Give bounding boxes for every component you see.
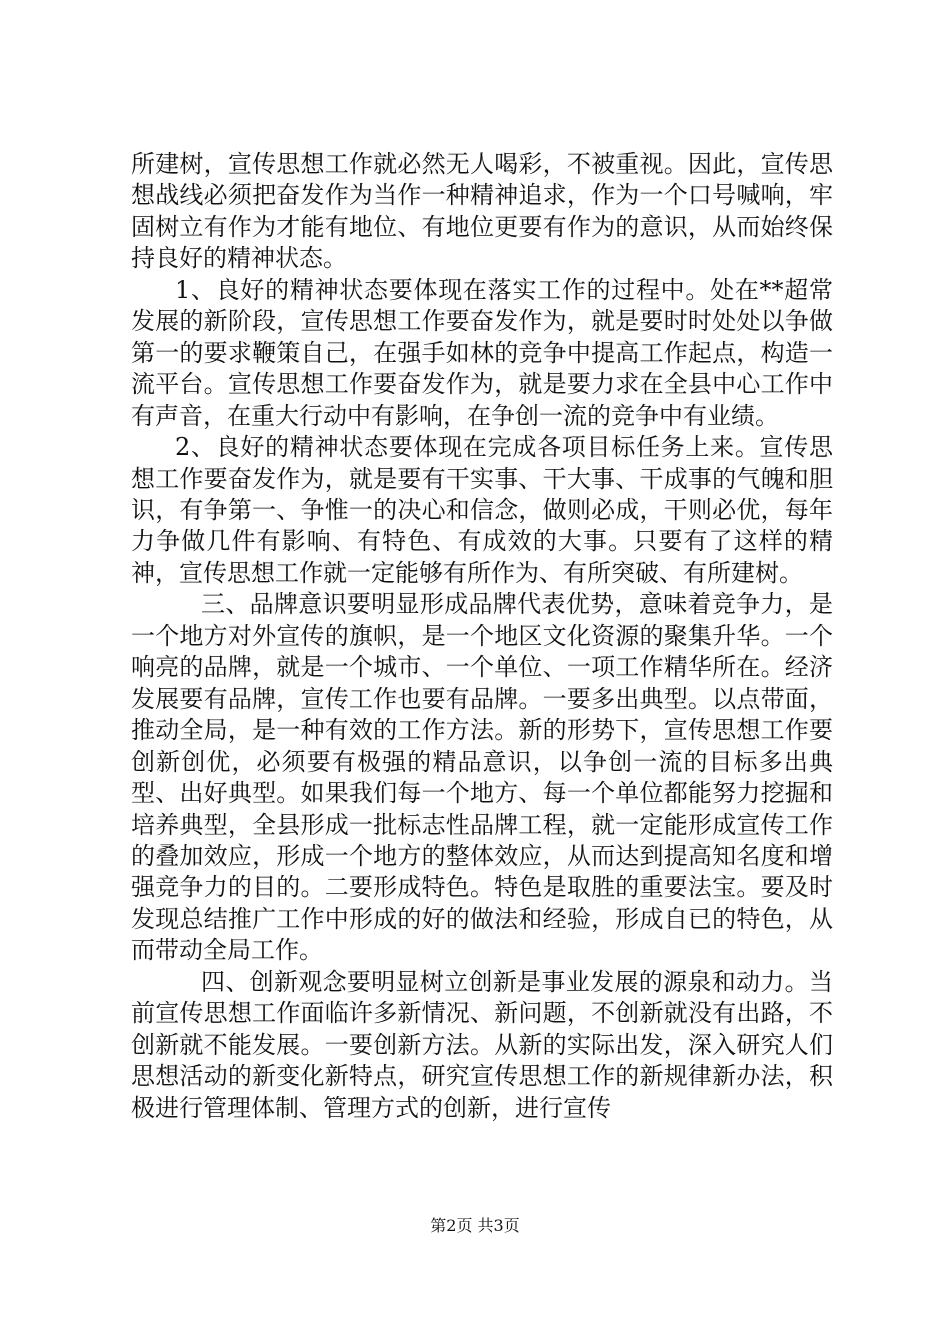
page-footer: 第2页 共3页 [430, 1216, 520, 1235]
paragraph-section-4: 四、创新观念要明显树立创新是事业发展的源泉和动力。当前宣传思想工作面临许多新情况、新问题，不创新就没有出路，不创新就不能发展。一要创新方法。从新的实际出发，深入研究人们思想活动的新变化新特点，研究宣传思想工作的新规律新办法，积极进行管理体制、管理方式的创新，进行宣传 [131, 967, 833, 1122]
document-body [131, 149, 833, 1124]
paragraph-item-2: 2、良好的精神状态要体现在完成各项目标任务上来。宣传思想工作要奋发作为，就是要有干实事、干大事、干成事的气魄和胆识，有争第一、争惟一的决心和信念，做则必成，干则必优，每年力争做几件有影响、有特色、有成效的大事。只要有了这样的精神，宣传思想工作就一定能够有所作为、有所突破、有所建树。 [131, 433, 833, 587]
paragraph-continuation: 所建树，宣传思想工作就必然无人喝彩，不被重视。因此，宣传思想战线必须把奋发作为当作一种精神追求，作为一个口号喊响，牢固树立有作为才能有地位、有地位更要有作为的意识，从而始终保持良好的精神状态。 [131, 150, 833, 273]
paragraph-section-3: 三、品牌意识要明显形成品牌代表优势，意味着竞争力，是一个地方对外宣传的旗帜，是一个地区文化资源的聚集升华。一个响亮的品牌，就是一个城市、一个单位、一项工作精华所在。经济发展要有品牌，宣传工作也要有品牌。一要多出典型。以点带面，推动全局，是一种有效的工作方法。新的形势下，宣传思想工作要创新创优，必须要有极强的精品意识，以争创一流的目标多出典型、出好典型。如果我们每一个地方、每一个单位都能努力挖掘和培养典型，全县形成一批标志性品牌工程，就一定能形成宣传工作的叠加效应，形成一个地方的整体效应，从而达到提高知名度和增强竞争力的目的。二要形成特色。特色是取胜的重要法宝。要及时发现总结推广工作中形成的好的做法和经验，形成自已的特色，从而带动全局工作。 [131, 590, 833, 965]
paragraph-item-1: 1、良好的精神状态要体现在落实工作的过程中。处在**超常发展的新阶段，宣传思想工作要奋发作为，就是要时时处处以争做第一的要求鞭策自己，在强手如林的竞争中提高工作起点，构造一流平台。宣传思想工作要奋发作为，就是要力求在全县中心工作中有声音，在重大行动中有影响，在争创一流的竞争中有业绩。 [131, 275, 833, 430]
